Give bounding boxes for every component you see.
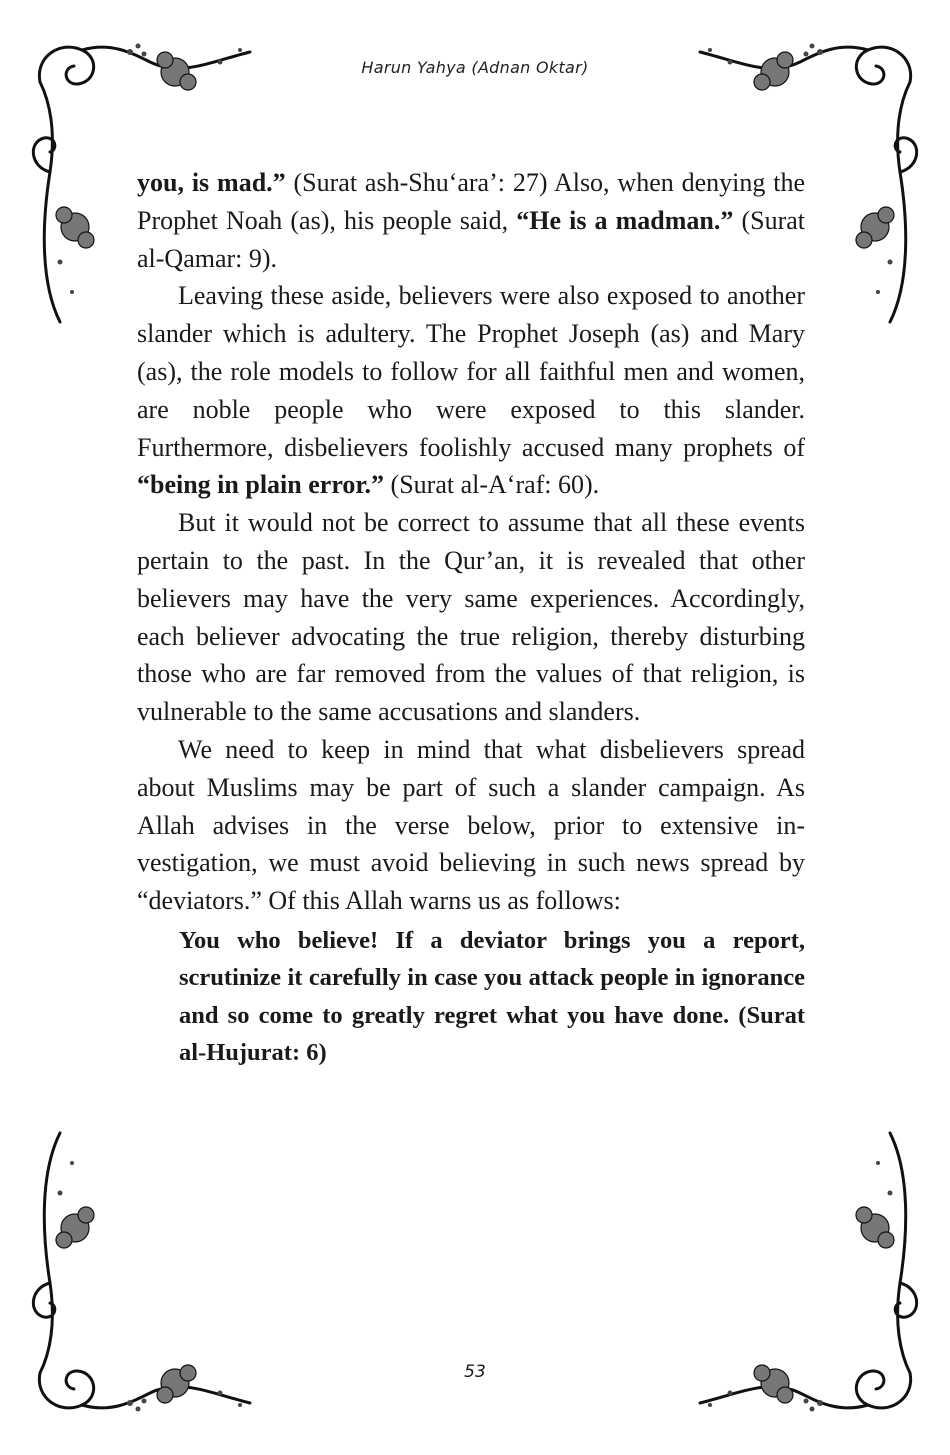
body-text <box>137 164 805 1072</box>
verse-quote: You who believe! If a deviator brings you a report, scrutinize it carefully in case you attack people in ignorance and so come to greatly regret what you have done. (Surat al-Hujurat: 6) <box>179 926 805 1067</box>
paragraph <box>137 277 805 504</box>
text-run: (Surat al-Qamar: 9). <box>137 205 806 273</box>
emphasis: “He is a madman.” <box>516 205 734 235</box>
paragraph <box>137 164 805 277</box>
text-run: But it would not be correct to assume that all these events pertain to the past. In the Qur’an, it is revealed that other believers may have the very same experiences. Accordingly, each believer advocating the true religion, thereby disturbing those who are far removed from the values of that religion, is vulnerable to the same accusations and slanders. <box>137 508 805 727</box>
text-run: We need to keep in mind that what disbelievers spread about Muslims may be part of such a slander campaign. As Allah advises in the verse below, prior to extensive investigation, we must avoid believing in such news spread by “deviators.” Of this Allah warns us as follows: <box>137 734 805 916</box>
text-run: Leaving these aside, believers were also exposed to another slander which is adultery. The Prophet Joseph (as) and Mary (as), the role models to follow for all faithful men and women, are noble people who were exposed to this slander. Furthermore, disbelievers foolishly accused many prophets of <box>137 281 805 462</box>
running-header: Harun Yahya (Adnan Oktar) <box>361 58 589 77</box>
paragraph <box>137 731 805 920</box>
page-number: 53 <box>464 1362 486 1382</box>
corner-floral-ornament <box>670 1113 930 1433</box>
emphasis: “being in plain error.” <box>137 470 385 500</box>
text-run: (Surat al-A‘raf: 60). <box>384 470 600 500</box>
emphasis: you, is mad.” <box>137 168 286 197</box>
corner-floral-ornament <box>20 1113 280 1433</box>
text-run: (Surat ash-Shu‘ara’: 27) Also, when denying the Prophet Noah (as), his people said, <box>137 168 806 235</box>
paragraph <box>137 504 805 731</box>
